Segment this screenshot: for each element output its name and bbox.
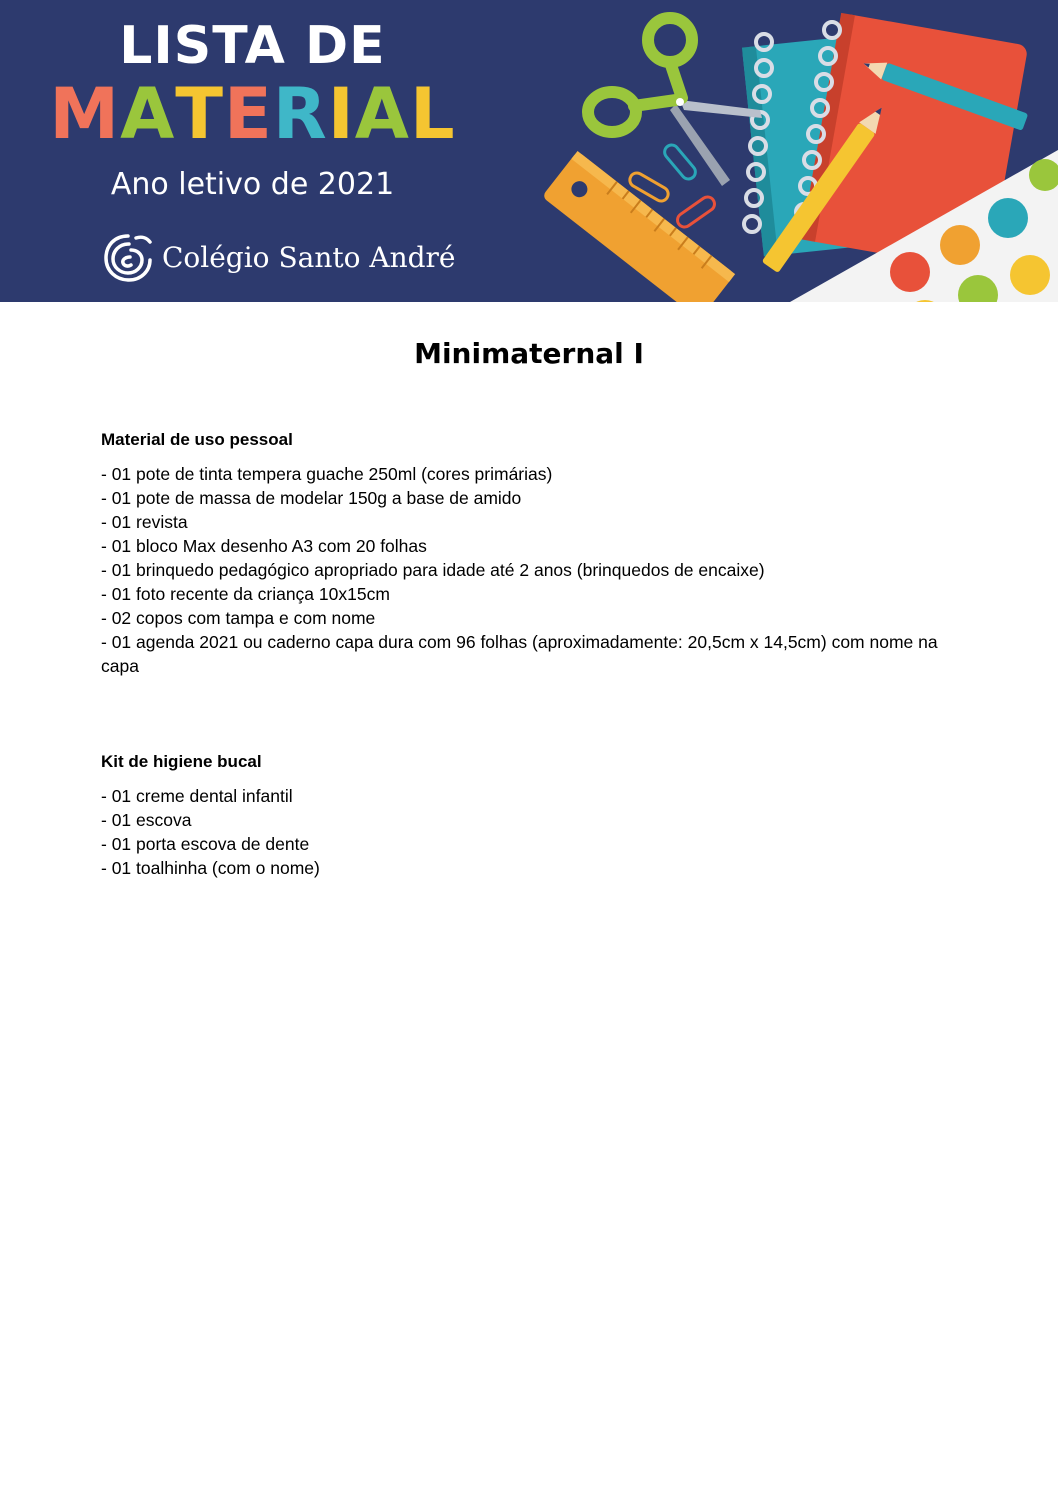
- title-letter: R: [272, 73, 328, 155]
- list-item: - 02 copos com tampa e com nome: [101, 608, 376, 628]
- title-letter: A: [354, 73, 410, 155]
- list-item: - 01 pote de tinta tempera guache 250ml (cores primárias): [101, 464, 553, 484]
- scissors-icon: [588, 18, 762, 186]
- list-item: - 01 creme dental infantil: [101, 786, 293, 806]
- list-item: - 01 foto recente da criança 10x15cm: [101, 584, 390, 604]
- list-item: - 01 porta escova de dente: [101, 834, 310, 854]
- list-item: - 01 bloco Max desenho A3 com 20 folhas: [101, 536, 427, 556]
- section-heading: Kit de higiene bucal: [101, 752, 262, 771]
- title-letter: A: [120, 73, 176, 155]
- oral-hygiene-kit-list: [101, 784, 961, 880]
- title-letter: I: [327, 73, 355, 155]
- list-item: - 01 pote de massa de modelar 150g a base de amido: [101, 488, 522, 508]
- list-item: - 01 revista: [101, 512, 188, 532]
- school-logo: [100, 228, 456, 288]
- banner-title-line1: LISTA DE: [119, 16, 386, 76]
- banner-subtitle: Ano letivo de 2021: [110, 167, 395, 202]
- list-item: - 01 toalhinha (com o nome): [101, 858, 320, 878]
- list-item: - 01 agenda 2021 ou caderno capa dura com 96 folhas (aproximadamente: 20,5cm x 14,5cm) com nome na capa: [101, 632, 938, 676]
- list-item: - 01 escova: [101, 810, 192, 830]
- title-letter: T: [175, 73, 225, 155]
- title-letter: L: [409, 73, 456, 155]
- oral-hygiene-kit-section: [101, 750, 961, 880]
- school-name: Colégio Santo André: [162, 241, 456, 274]
- section-heading: Material de uso pessoal: [101, 430, 293, 449]
- header-banner: [0, 0, 1058, 302]
- personal-material-section: [101, 428, 961, 678]
- title-letter: M: [49, 73, 121, 155]
- personal-material-list: [101, 462, 961, 678]
- title-letter: E: [224, 73, 273, 155]
- banner-title-line2: [0, 73, 505, 155]
- list-item: - 01 brinquedo pedagógico apropriado para idade até 2 anos (brinquedos de encaixe): [101, 560, 765, 580]
- page-title: Minimaternal I: [414, 337, 644, 370]
- swirl-logo-icon: [100, 230, 156, 286]
